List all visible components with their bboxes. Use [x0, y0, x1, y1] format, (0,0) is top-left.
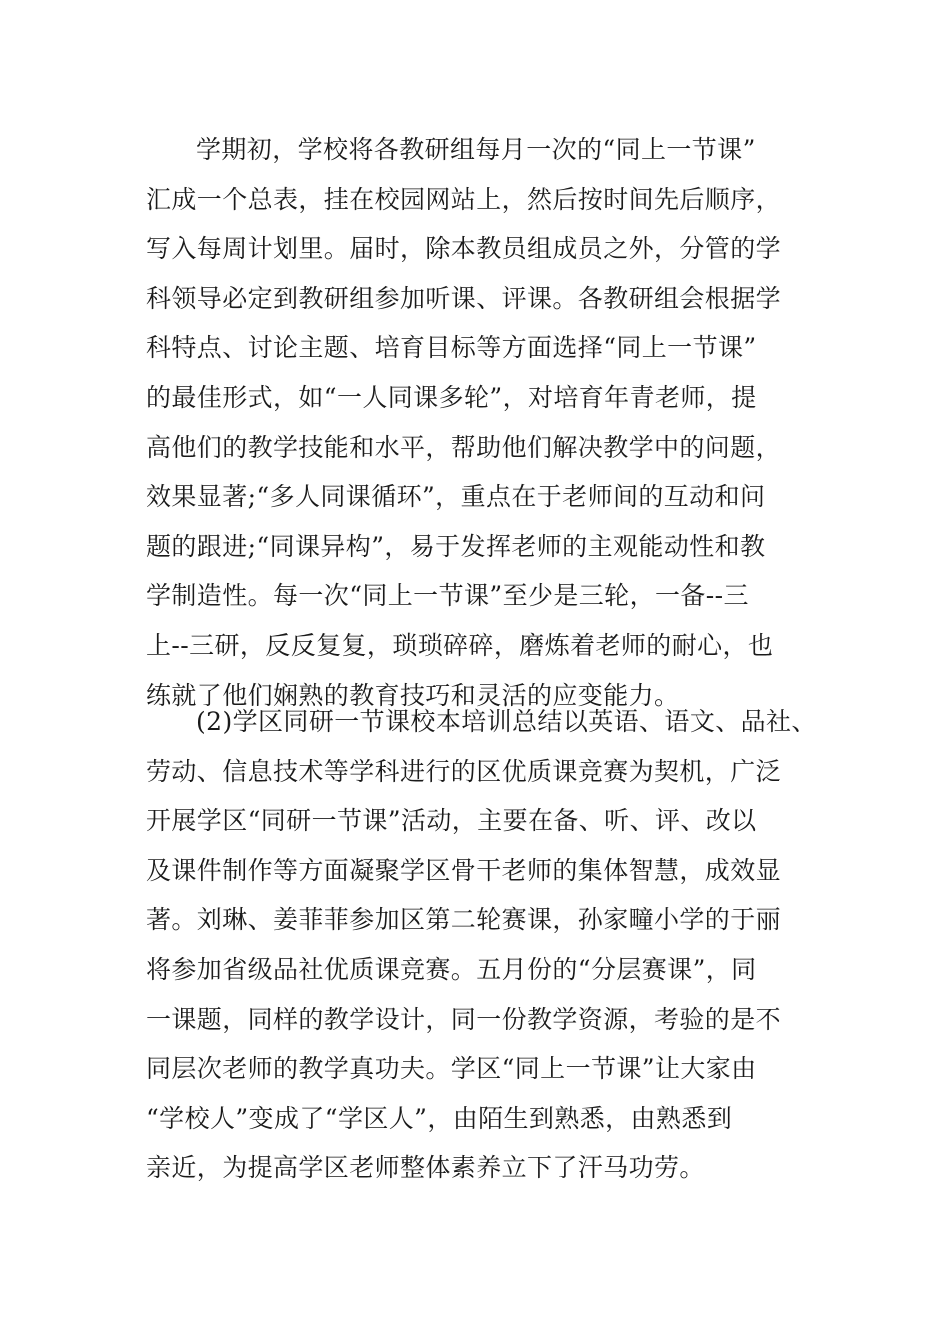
text-line: 的最佳形式，如“一人同课多轮”，对培育年青老师，提 [146, 382, 757, 412]
paragraph-1 [146, 125, 812, 720]
text-line: 汇成一个总表，挂在校园网站上，然后按时间先后顺序， [146, 184, 782, 214]
text-line: 学期初，学校将各教研组每月一次的“同上一节课” [196, 135, 756, 164]
text-line: 效果显著;“多人同课循环”，重点在于老师间的互动和问 [146, 482, 766, 512]
text-line: 写入每周计划里。届时，除本教员组成员之外，分管的学 [146, 234, 782, 264]
text-line: “学校人”变成了“学区人”，由陌生到熟悉，由熟悉到 [146, 1103, 733, 1133]
text-line: 将参加省级品社优质课竞赛。五月份的“分层赛课”，同 [146, 954, 757, 984]
text-line: 亲近，为提高学区老师整体素养立下了汗马功劳。 [146, 1153, 705, 1183]
text-line: 科领导必定到教研组参加听课、评课。各教研组会根据学 [146, 283, 782, 313]
text-line: 学制造性。每一次“同上一节课”至少是三轮，一备--三 [146, 581, 749, 611]
text-line: 开展学区“同研一节课”活动，主要在备、听、评、改以 [146, 806, 757, 836]
text-line: 题的跟进;“同课异构”，易于发挥老师的主观能动性和教 [146, 531, 766, 561]
text-line: 高他们的教学技能和水平，帮助他们解决教学中的问题， [146, 432, 782, 462]
text-line: 练就了他们娴熟的教育技巧和灵活的应变能力。 [146, 680, 680, 710]
text-line: 著。刘琳、姜菲菲参加区第二轮赛课，孙家疃小学的于丽 [146, 905, 782, 935]
text-line: (2)学区同研一节课校本培训总结以英语、语文、品社、 [196, 707, 817, 736]
text-line: 一课题，同样的教学设计，同一份教学资源，考验的是不 [146, 1004, 782, 1034]
text-line: 科特点、讨论主题、培育目标等方面选择“同上一节课” [146, 333, 757, 363]
text-line: 上--三研，反反复复，琐琐碎碎，磨炼着老师的耐心，也 [146, 630, 774, 660]
text-line: 及课件制作等方面凝聚学区骨干老师的集体智慧，成效显 [146, 855, 782, 885]
paragraph-2 [146, 697, 817, 1193]
text-line: 劳动、信息技术等学科进行的区优质课竞赛为契机，广泛 [146, 756, 782, 786]
text-line: 同层次老师的教学真功夫。学区“同上一节课”让大家由 [146, 1054, 757, 1084]
